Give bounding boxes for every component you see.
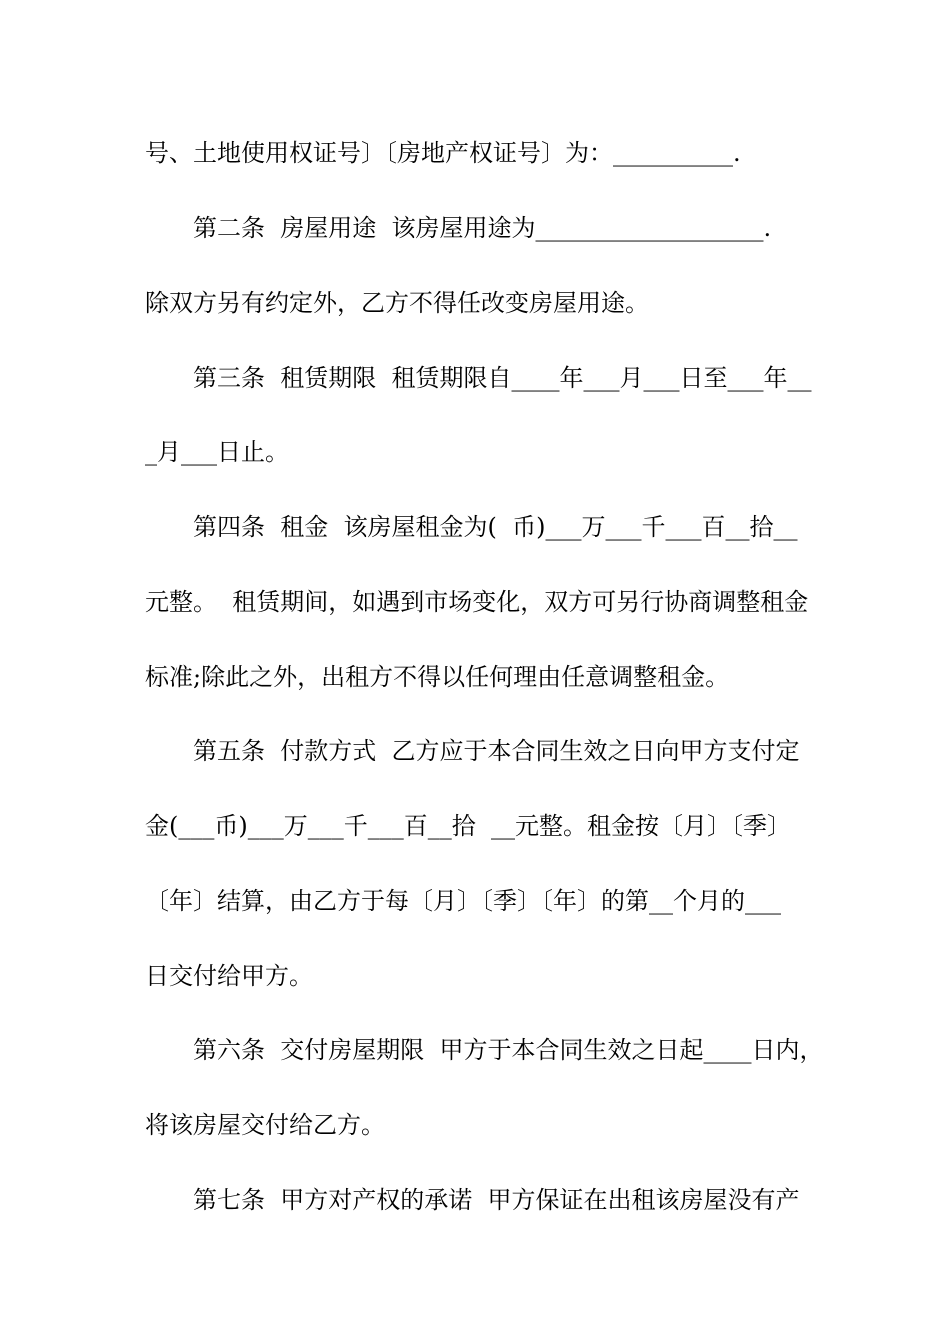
article-3-line: 第三条 租赁期限 租赁期限自____年___月___日至___年__ — [193, 364, 812, 392]
text-line-14: 将该房屋交付给乙方。 — [145, 1111, 385, 1139]
text-line-7: 元整。 租赁期间，如遇到市场变化，双方可另行协商调整租金 — [145, 588, 809, 616]
article-7-line: 第七条 甲方对产权的承诺 甲方保证在出租该房屋没有产 — [193, 1186, 800, 1214]
article-2-line: 第二条 房屋用途 该房屋用途为___________________. — [193, 214, 772, 242]
text-line-11: 〔年〕结算，由乙方于每〔月〕〔季〕〔年〕的第__个月的___ — [145, 887, 781, 915]
text-line-1: 号、土地使用权证号〕〔房地产权证号〕为：__________. — [145, 139, 741, 167]
text-line-8: 标准;除此之外，出租方不得以任何理由任意调整租金。 — [145, 663, 730, 691]
text-line-3: 除双方另有约定外，乙方不得任改变房屋用途。 — [145, 289, 649, 317]
text-line-5: _月___日止。 — [145, 438, 289, 466]
article-6-line: 第六条 交付房屋期限 甲方于本合同生效之日起____日内， — [193, 1036, 824, 1064]
text-line-10: 金(___币)___万___千___百__拾 __元整。租金按〔月〕〔季〕 — [145, 812, 791, 840]
article-5-line: 第五条 付款方式 乙方应于本合同生效之日向甲方支付定 — [193, 737, 800, 765]
article-4-line: 第四条 租金 该房屋租金为( 币)___万___千___百__拾__ — [193, 513, 798, 541]
text-line-12: 日交付给甲方。 — [145, 962, 313, 990]
